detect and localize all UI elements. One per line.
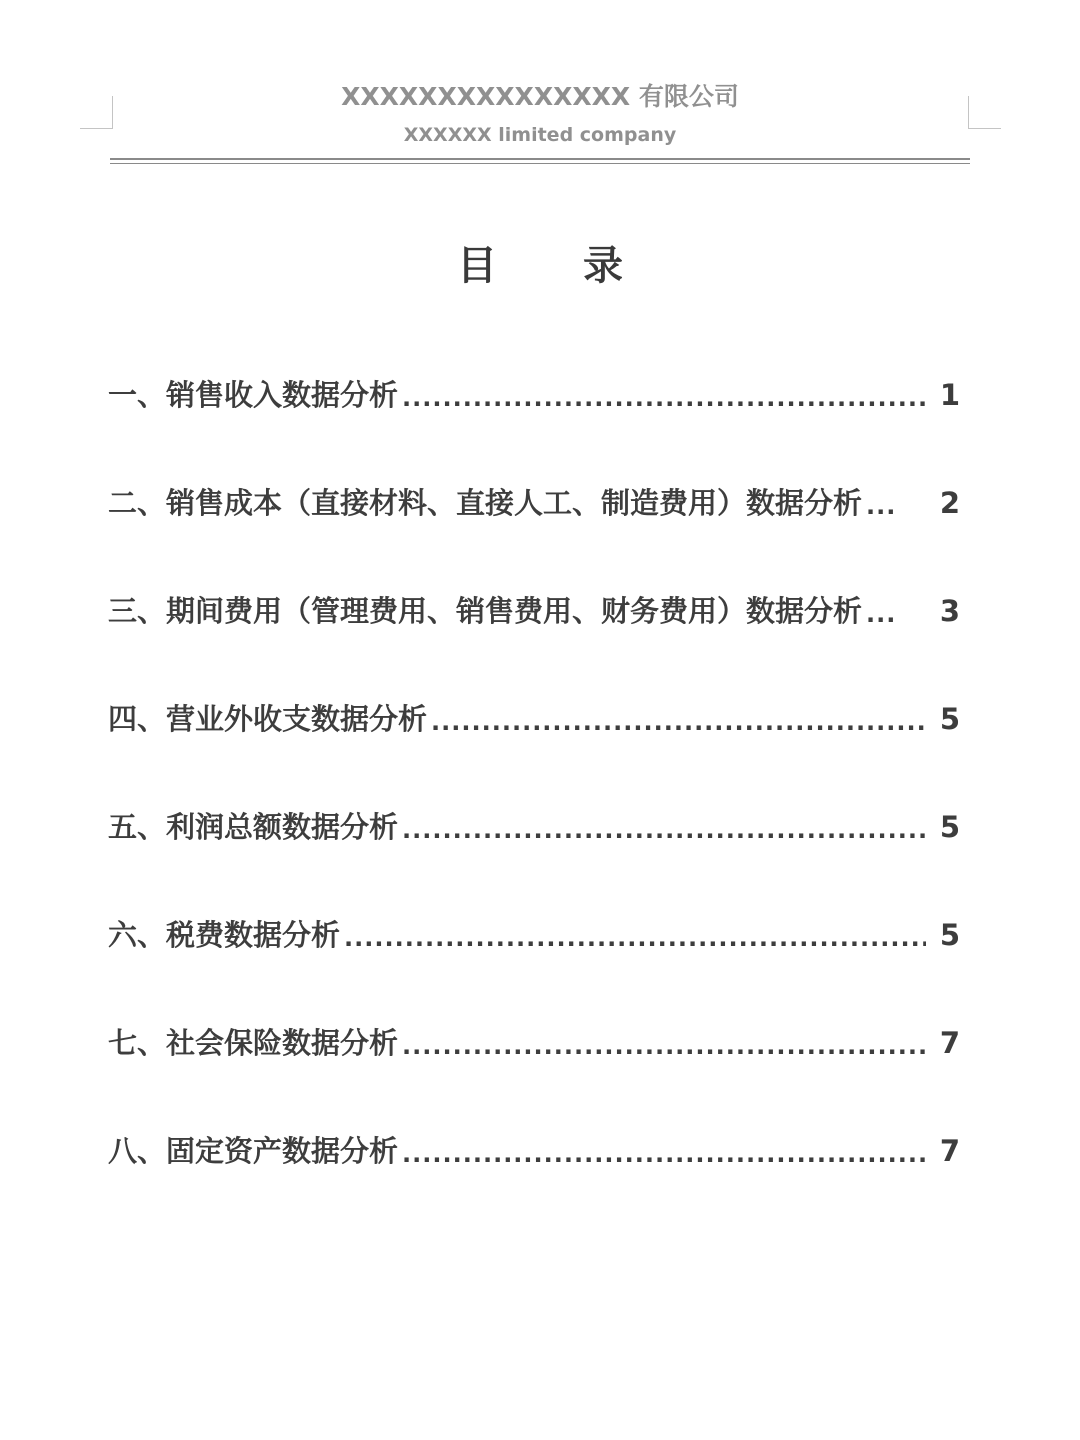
toc-entry[interactable] <box>108 1126 970 1234</box>
company-english-name: XXXXXX limited company <box>403 124 677 146</box>
crop-mark-top-left <box>80 96 113 129</box>
toc-entry-label: 三、期间费用（管理费用、销售费用、财务费用）数据分析 <box>108 594 863 628</box>
toc-entry[interactable] <box>108 1018 970 1126</box>
toc-dot-leader <box>344 910 926 960</box>
toc-dot-leader <box>431 694 926 744</box>
toc-entry-page: 2 <box>939 486 961 520</box>
toc-dot-leader <box>866 586 926 636</box>
toc-dot-leader <box>402 370 926 420</box>
toc-dot-leader <box>866 478 926 528</box>
toc-entry-label: 二、销售成本（直接材料、直接人工、制造费用）数据分析 <box>108 486 863 520</box>
toc-entry-label: 七、社会保险数据分析 <box>108 1026 399 1060</box>
toc-entry-label: 四、营业外收支数据分析 <box>108 702 428 736</box>
toc-entry-label: 五、利润总额数据分析 <box>108 810 399 844</box>
toc-entry-page: 7 <box>939 1026 961 1060</box>
company-name: XXXXXXXXXXXXXXX 有限公司 <box>341 82 739 111</box>
toc-dot-leader <box>402 1126 926 1176</box>
toc-entry-page: 5 <box>939 810 961 844</box>
header-rule-secondary <box>110 163 970 164</box>
toc-entry-label: 一、销售收入数据分析 <box>108 378 399 412</box>
toc-entry-page: 7 <box>939 1134 961 1168</box>
toc-dot-leader <box>402 802 926 852</box>
toc-entry-label: 八、固定资产数据分析 <box>108 1134 399 1168</box>
toc-entry[interactable] <box>108 694 970 802</box>
toc-entry[interactable] <box>108 802 970 910</box>
toc-entry-page: 3 <box>939 594 961 628</box>
toc-entry-label: 六、税费数据分析 <box>108 918 341 952</box>
crop-mark-top-right <box>968 96 1001 129</box>
toc-title: 目 录 <box>457 243 659 289</box>
toc-list <box>108 370 970 1234</box>
toc-entry[interactable] <box>108 478 970 586</box>
toc-dot-leader <box>402 1018 926 1068</box>
toc-entry[interactable] <box>108 370 970 478</box>
header-rule <box>110 158 970 160</box>
page-header <box>110 78 970 150</box>
toc-entry-page: 5 <box>939 918 961 952</box>
toc-entry-page: 1 <box>939 378 961 412</box>
toc-entry[interactable] <box>108 910 970 1018</box>
toc-entry[interactable] <box>108 586 970 694</box>
toc-entry-page: 5 <box>939 702 961 736</box>
